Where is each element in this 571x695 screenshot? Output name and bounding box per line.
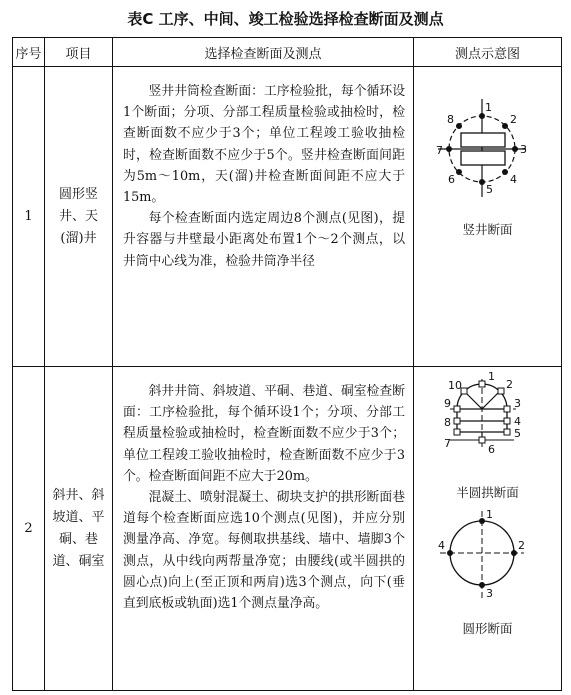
point-label: 7 — [436, 144, 443, 157]
header-desc: 选择检查断面及测点 — [113, 38, 414, 67]
table-row — [13, 367, 562, 691]
row-description — [113, 67, 414, 367]
point-label: 4 — [510, 173, 517, 186]
table-title: 表C 工序、中间、竣工检验选择检查断面及测点 — [127, 10, 444, 28]
row-item: 斜井、斜坡道、平硐、巷道、硐室 — [45, 367, 113, 691]
point-label: 1 — [488, 370, 495, 383]
point-label: 3 — [514, 397, 521, 410]
header-row — [13, 38, 562, 67]
point-label: 6 — [448, 173, 455, 186]
header-fig: 测点示意图 — [414, 38, 562, 67]
point-label: 5 — [514, 427, 521, 440]
description-paragraph: 斜井井筒、斜坡道、平硐、巷道、硐室检查断面：工序检验批，每个循环设1个；分项、分部工程质量检验或抽检时，检查断面数不应少于3个；单位工程竣工验收抽检时，检查断面数不应少于3个。检查断面间距不应大于20m。 — [123, 384, 405, 484]
point-label: 4 — [438, 539, 445, 552]
point-label: 2 — [518, 539, 525, 552]
description-paragraph: 竖井井筒检查断面：工序检验批，每个循环设1个断面；分项、分部工程质量检验或抽检时，检查断面数不应少于3个；单位工程竣工验收抽检时，检查断面数不应少于5个。竖井检查断面间距为5m～10m，天(溜)井检查断面间距不应大于15m。 — [123, 84, 405, 206]
description-paragraph: 每个检查断面内选定周边8个测点(见图)，提升容器与井壁最小距离处布置1个～2个测点，以井筒中心线为准，检验井筒净半径 — [123, 211, 405, 269]
point-label: 4 — [514, 415, 521, 428]
point-label: 1 — [486, 508, 493, 521]
shaft-section-diagram — [414, 67, 562, 212]
point-label: 8 — [444, 416, 451, 429]
figure-caption: 半圆拱断面 — [456, 485, 519, 500]
header-no: 序号 — [13, 38, 45, 67]
point-label: 10 — [448, 379, 462, 392]
row-description — [113, 367, 414, 691]
figure-cell — [414, 367, 562, 691]
point-label: 6 — [488, 443, 495, 456]
header-item: 项目 — [45, 38, 113, 67]
row-item: 圆形竖井、天(溜)井 — [45, 67, 113, 367]
row-number: 1 — [13, 67, 45, 367]
point-label: 2 — [506, 378, 513, 391]
point-label: 3 — [486, 587, 493, 600]
point-label: 5 — [486, 183, 493, 196]
figure-cell — [414, 67, 562, 367]
point-label: 1 — [485, 101, 492, 114]
figure-caption: 圆形断面 — [462, 621, 513, 636]
point-label: 7 — [444, 437, 451, 450]
point-label: 3 — [520, 143, 527, 156]
table-row — [13, 67, 562, 367]
point-label: 9 — [444, 397, 451, 410]
circular-section-diagram — [414, 501, 562, 609]
description-paragraph: 混凝土、喷射混凝土、砌块支护的拱形断面巷道每个检查断面应选10个测点(见图)，并应分别测量净高、净宽。每侧取拱基线、墙中、墙脚3个测点，从中线向两帮量净宽；由腰线(或半圆拱的圆心点)向上(至正顶和两肩)选3个测点，向下(垂直到底板或轨面)选1个测点量净高。 — [123, 490, 405, 612]
row-number: 2 — [13, 367, 45, 691]
semicircular-arch-diagram — [414, 367, 562, 477]
inspection-table — [12, 37, 562, 691]
point-label: 2 — [510, 113, 517, 126]
point-label: 8 — [447, 113, 454, 126]
figure-caption: 竖井断面 — [462, 222, 513, 237]
